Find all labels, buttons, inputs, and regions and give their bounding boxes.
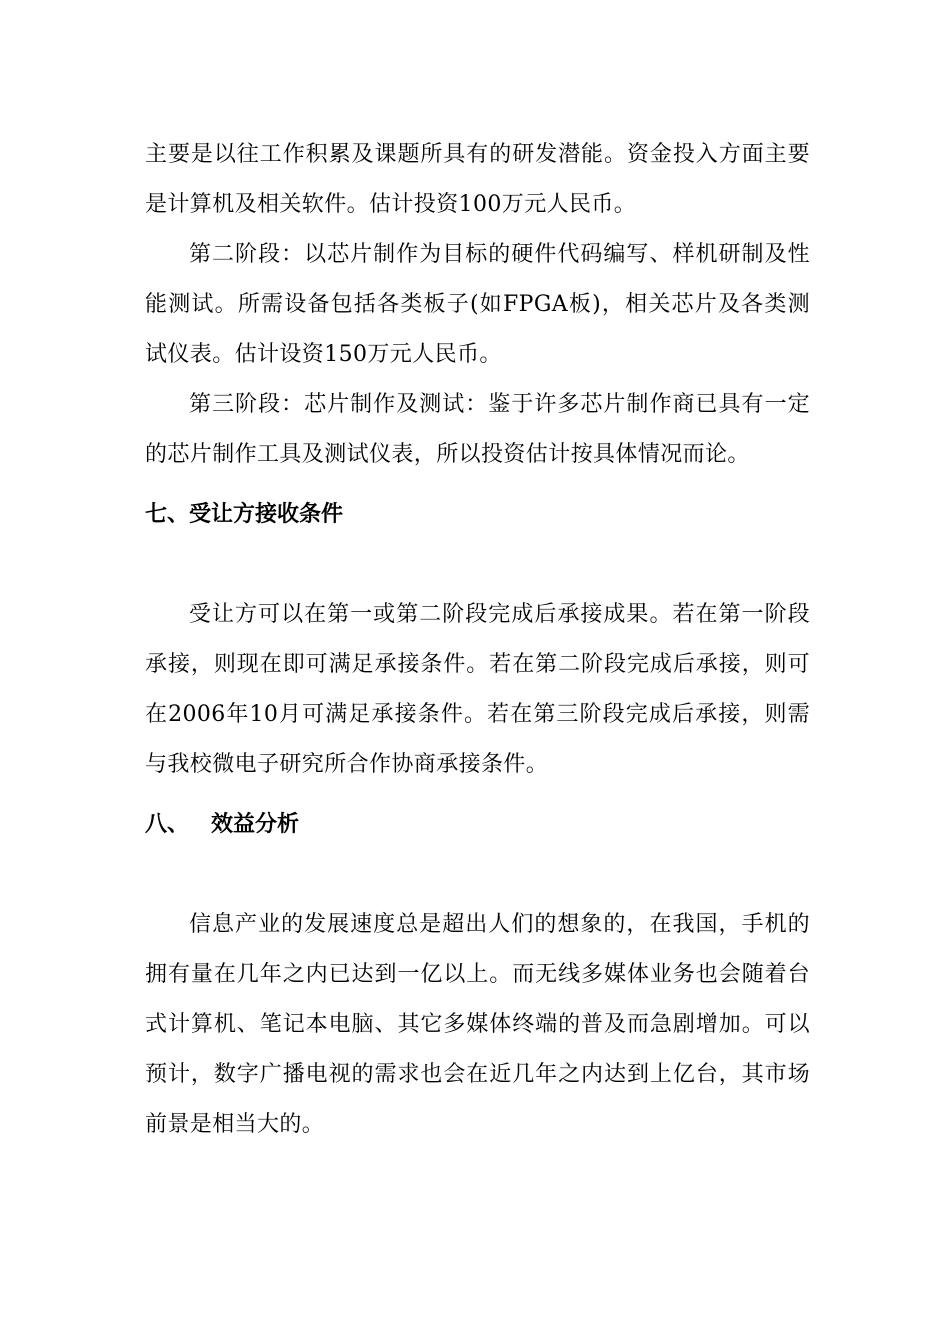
document-body xyxy=(145,130,810,1150)
paragraph-benefit-analysis: 信息产业的发展速度总是超出人们的想象的，在我国，手机的拥有量在几年之内已达到一亿以上。而无线多媒体业务也会随着台式计算机、笔记本电脑、其它多媒体终端的普及而急剧增加。可以预计，数字广播电视的需求也会在近几年之内达到上亿台，其市场前景是相当大的。 xyxy=(145,912,810,1137)
paragraph-receiver-conditions: 受让方可以在第一或第二阶段完成后承接成果。若在第一阶段承接，则现在即可满足承接条件。若在第二阶段完成后承接，则可在2006年10月可满足承接条件。若在第三阶段完成后承接，则需与我校微电子研究所合作协商承接条件。 xyxy=(145,602,810,777)
section-heading-receiver-conditions: 七、受让方接收条件 xyxy=(145,502,344,527)
paragraph-stage2: 第二阶段：以芯片制作为目标的硬件代码编写、样机研制及性能测试。所需设备包括各类板子(如FPGA板)，相关芯片及各类测试仪表。估计设资150万元人民币。 xyxy=(145,242,810,367)
section-heading-benefit-analysis xyxy=(145,800,810,850)
section-number: 八、 xyxy=(145,812,190,837)
paragraph-stage3: 第三阶段：芯片制作及测试：鉴于许多芯片制作商已具有一定的芯片制作工具及测试仪表，所以投资估计按具体情况而论。 xyxy=(145,392,810,467)
paragraph-stage1-continued: 主要是以往工作积累及课题所具有的研发潜能。资金投入方面主要是计算机及相关软件。估计投资100万元人民币。 xyxy=(145,142,810,217)
section-title: 效益分析 xyxy=(211,812,300,837)
